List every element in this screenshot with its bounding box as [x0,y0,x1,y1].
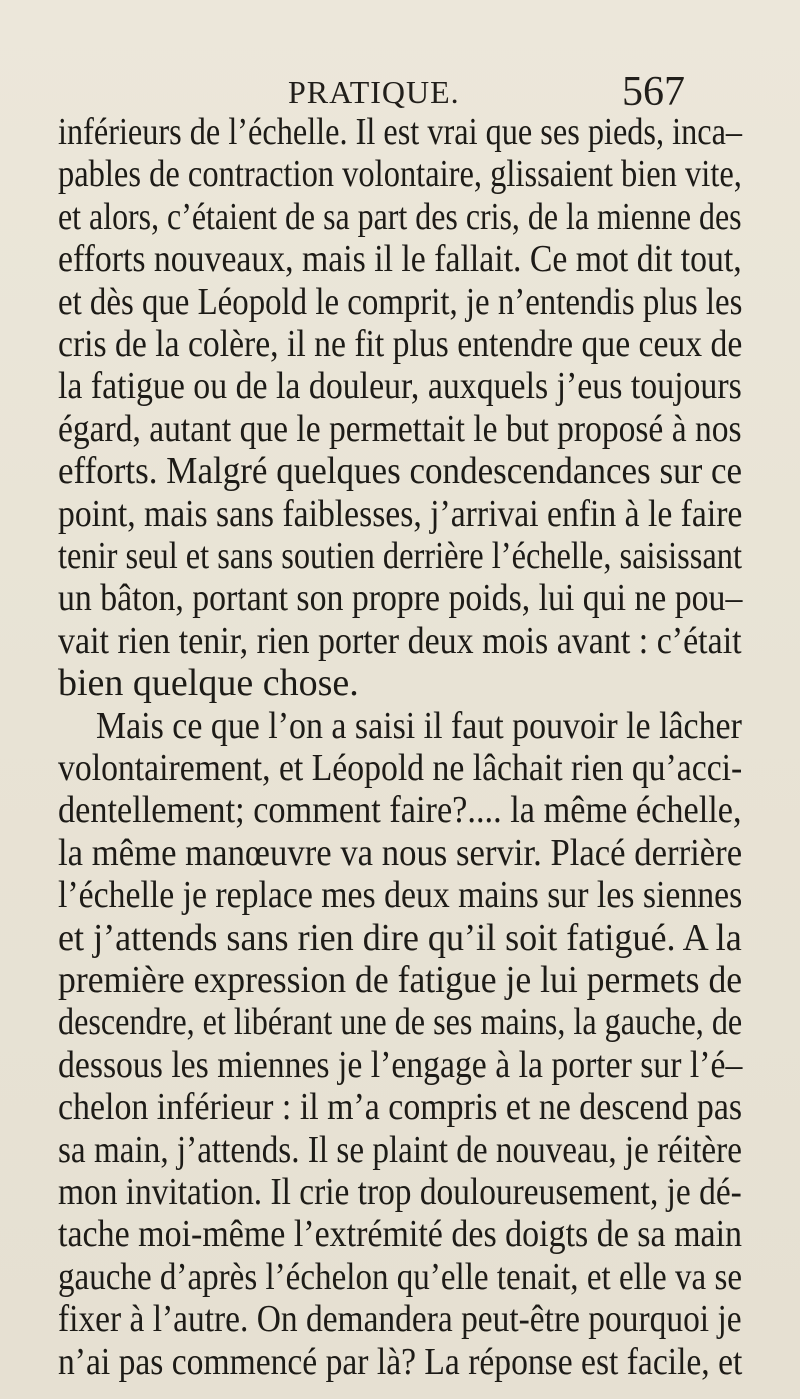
text-line: l’échelle je replace mes deux mains sur les siennes [58,874,743,917]
text-line: dessous les miennes je l’engage à la porter sur l’é– [58,1043,743,1086]
text-line: tache moi-même l’extrémité des doigts de sa main [58,1213,743,1256]
page-number: 567 [622,69,685,115]
text-line: gauche d’après l’échelon qu’elle tenait, et elle va se [58,1255,742,1298]
text-line: fixer à l’autre. On demandera peut-être pourquoi je [58,1298,742,1341]
running-title: PRATIQUE. [288,74,460,110]
text-line: la fatigue ou de la douleur, auxquels j’eus toujours [58,365,742,408]
text-line: première expression de fatigue je lui permets de [58,959,743,1001]
text-line: et alors, c’étaient de sa part des cris, de la mienne des [58,195,742,238]
page-header [0,69,800,116]
text-line: et dès que Léopold le comprit, je n’entendis plus les [58,280,743,323]
text-line: descendre, et libérant une de ses mains, la gauche, de [58,1001,743,1044]
text-line: un bâton, portant son propre poids, lui qui ne pou– [58,577,743,620]
text-line: cris de la colère, il ne fit plus entendre que ceux de [58,323,743,365]
text-line: inférieurs de l’échelle. Il est vrai que ses pieds, inca– [58,111,743,153]
text-line: la même manœuvre va nous servir. Placé derrière [58,831,743,874]
text-line: Mais ce que l’on a saisi il faut pouvoir le lâcher [96,704,742,747]
text-line: volontairement, et Léopold ne lâchait rien qu’acci- [58,747,743,789]
text-line: pables de contraction volontaire, glissaient bien vite, [58,153,742,196]
text-line: vait rien tenir, rien porter deux mois avant : c’était [58,619,742,662]
text-line: sa main, j’attends. Il se plaint de nouveau, je réitère [58,1128,742,1171]
text-line: bien quelque chose. [58,662,359,705]
text-line: point, mais sans faiblesses, j’arrivai enfin à le faire [58,492,743,535]
text-line: tenir seul et sans soutien derrière l’échelle, saisissant [58,535,742,577]
text-line: mon invitation. Il crie trop douloureusement, je dé- [58,1171,742,1213]
text-line: efforts nouveaux, mais il le fallait. Ce mot dit tout, [58,238,742,281]
text-line: égard, autant que le permettait le but proposé à nos [58,407,742,450]
text-line: et j’attends sans rien dire qu’il soit fatigué. A la [58,916,742,959]
text-line: n’ai pas commencé par là? La réponse est facile, et [58,1340,743,1383]
text-line: dentellement; comment faire?.... la même échelle, [58,789,742,832]
text-line: chelon inférieur : il m’a compris et ne descend pas [58,1086,743,1129]
text-line: efforts. Malgré quelques condescendances sur ce [58,450,743,493]
